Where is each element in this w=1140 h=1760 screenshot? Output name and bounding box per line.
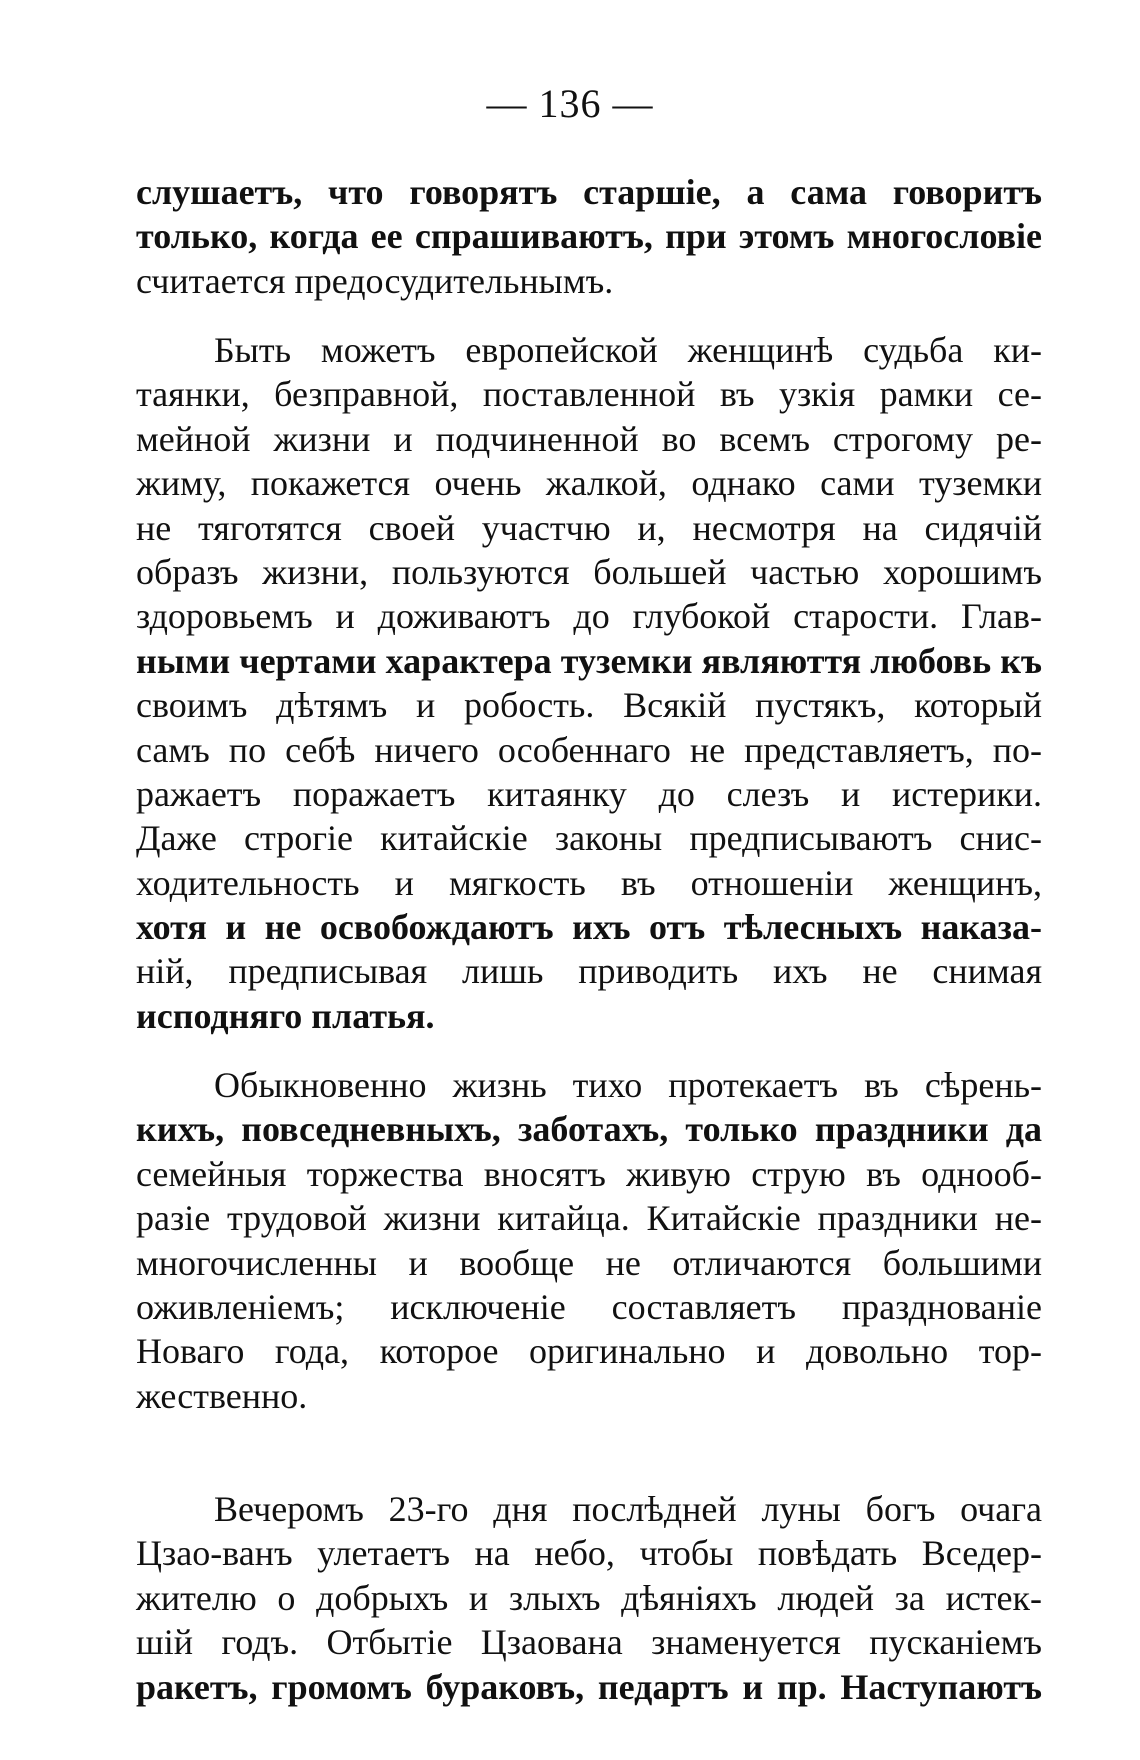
text-line: ражаетъ поражаетъ китаянку до слезъ и истерики. [136, 773, 1042, 814]
text-line: образъ жизни, пользуются большей частью хорошимъ [136, 551, 1042, 592]
text-line: ходительность и мягкость въ отношеніи женщинъ, [136, 862, 1042, 903]
page-number: — 136 — [486, 81, 654, 126]
text-line: многочисленны и вообще не отличаются большими [136, 1242, 1042, 1283]
text-line: таянки, безправной, поставленной въ узкія рамки се- [136, 374, 1042, 415]
text-line: Цзао-ванъ улетаетъ на небо, чтобы повѣдать Вседер- [136, 1533, 1042, 1574]
text-line: самъ по себѣ ничего особеннаго не представляетъ, по- [136, 729, 1042, 770]
text-line: жителю о добрыхъ и злыхъ дѣяніяхъ людей за истек- [136, 1577, 1042, 1618]
text-line: кихъ, повседневныхъ, заботахъ, только праздники да [136, 1109, 1042, 1150]
text-line: Вечеромъ 23-го дня послѣдней луны богъ очага [214, 1489, 1042, 1529]
text-line: ными чертами характера туземки являюття любовь къ [136, 640, 1042, 681]
text-line: только, когда ее спрашиваютъ, при этомъ многословіе [136, 216, 1042, 257]
text-line: не тяготятся своей участчю и, несмотря на сидячій [136, 507, 1042, 548]
text-line: оживленіемъ; исключеніе составляетъ празднованіе [136, 1286, 1042, 1327]
text-line: ракетъ, громомъ бураковъ, педартъ и пр. Наступаютъ [136, 1666, 1042, 1707]
text-line: мейной жизни и подчиненной во всемъ строгому ре- [136, 418, 1042, 459]
paragraph-2 [136, 328, 1042, 1038]
text-line: Новаго года, которое оригинально и довольно тор- [136, 1331, 1042, 1372]
text-line: жественно. [136, 1375, 308, 1416]
text-line: исподняго платья. [136, 995, 435, 1036]
text-line: шій годъ. Отбытіе Цзаована знаменуется пусканіемъ [136, 1622, 1042, 1663]
text-line: ній, предписывая лишь приводить ихъ не снимая [136, 951, 1042, 992]
text-line: слушаетъ, что говорятъ старшіе, а сама говоритъ [136, 172, 1042, 212]
text-line: здоровьемъ и доживаютъ до глубокой старости. Глав- [136, 596, 1042, 637]
paragraph-1 [136, 170, 1042, 303]
text-line: считается предосудительнымъ. [136, 260, 614, 301]
text-line: жиму, покажется очень жалкой, однако сами туземки [136, 463, 1042, 504]
text-line: Быть можетъ европейской женщинѣ судьба ки- [214, 330, 1042, 370]
text-line: своимъ дѣтямъ и робость. Всякій пустякъ, который [136, 685, 1042, 726]
text-line: Обыкновенно жизнь тихо протекаетъ въ сѣрень- [214, 1065, 1042, 1105]
text-line: разіе трудовой жизни китайца. Китайскіе праздники не- [136, 1198, 1042, 1239]
text-line: Даже строгіе китайскіе законы предписываютъ снис- [136, 818, 1042, 859]
paragraph-3 [136, 1063, 1042, 1418]
text-line: семейныя торжества вносятъ живую струю въ однооб- [136, 1153, 1042, 1194]
paragraph-4 [136, 1487, 1042, 1709]
text-line: хотя и не освобождаютъ ихъ отъ тѣлесныхъ наказа- [136, 907, 1042, 948]
